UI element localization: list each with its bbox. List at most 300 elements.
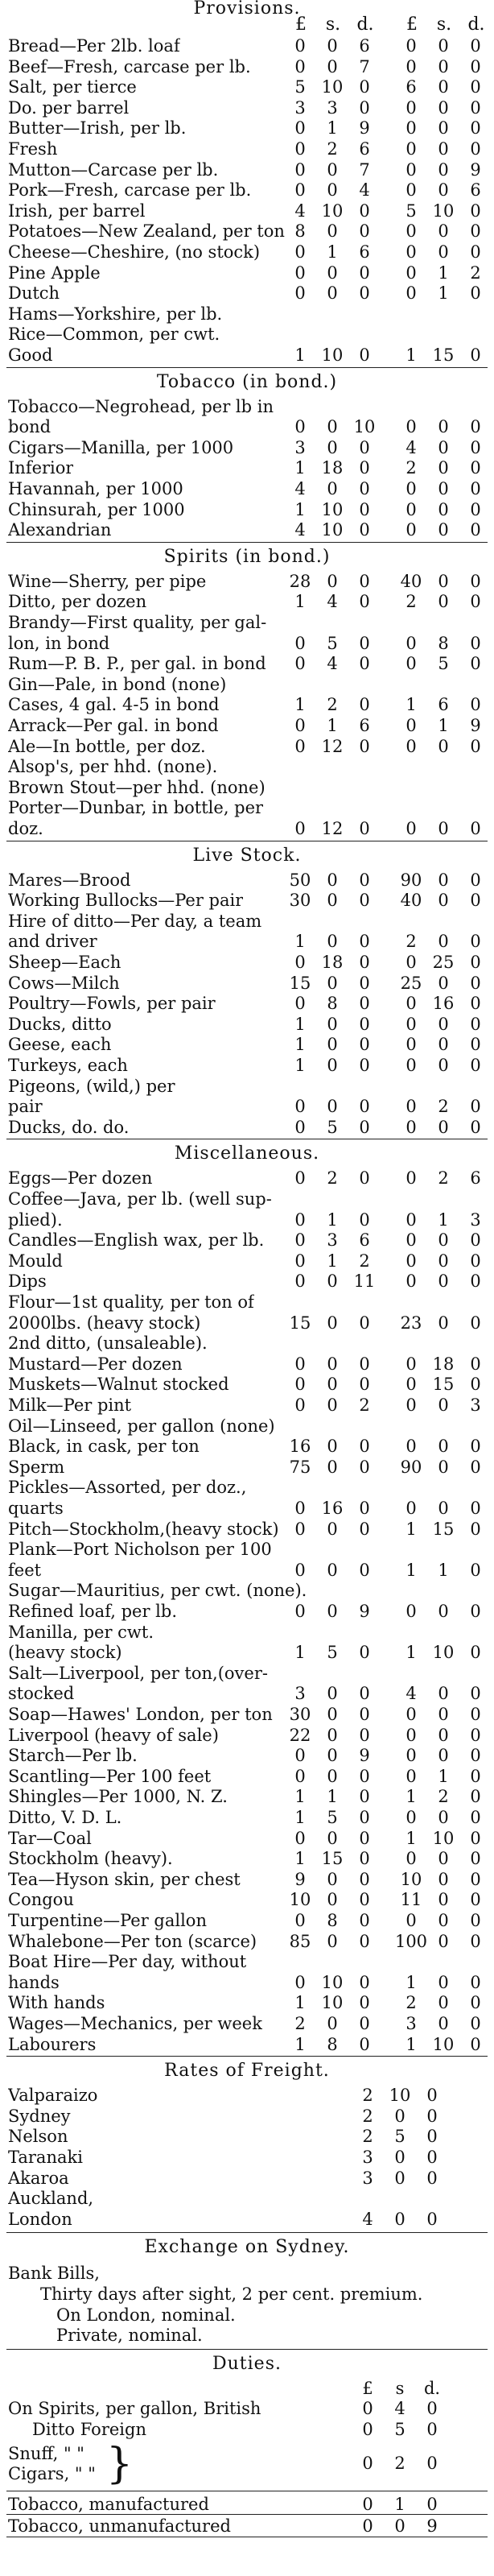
price-value: 0 [438, 1499, 449, 1518]
column-header: d. [356, 14, 374, 35]
price-value: 0 [405, 159, 417, 180]
price-value: 0 [470, 77, 481, 97]
price-value: 0 [470, 520, 481, 540]
price-value: 23 [400, 1313, 422, 1333]
price-value: 0 [359, 1056, 370, 1075]
section-title: Exchange on Sydney. [144, 2237, 350, 2258]
freight-row [0, 2147, 494, 2168]
price-value: 0 [327, 1035, 338, 1055]
price-value: 0 [294, 1375, 306, 1395]
price-value: 0 [438, 736, 449, 756]
exchange-line: On London, nominal. [56, 2305, 236, 2325]
price-value: 0 [359, 1766, 370, 1786]
row-label: feet [8, 1560, 42, 1580]
brace-icon: } [106, 2439, 134, 2488]
price-value: 0 [470, 1117, 481, 1137]
price-value: 0 [470, 283, 481, 304]
price-value: 0 [327, 1014, 338, 1034]
price-value: 0 [470, 994, 481, 1014]
price-value: 0 [470, 242, 481, 262]
row-label: Salt—Liverpool, per ton,(over- [8, 1663, 268, 1683]
row-label: Scantling—Per 100 feet [8, 1766, 212, 1786]
price-value: 0 [438, 1684, 449, 1704]
price-value: 0 [327, 891, 338, 911]
price-value: 40 [400, 571, 422, 591]
price-row [0, 221, 494, 242]
price-value: 0 [405, 1911, 417, 1930]
price-value: 0 [359, 633, 370, 653]
price-value: 2 [362, 2086, 373, 2106]
price-value: 0 [405, 1271, 417, 1292]
price-value: 0 [327, 263, 338, 283]
price-value: 1 [438, 1560, 449, 1580]
exchange-line: Thirty days after sight, 2 per cent. premium. [40, 2284, 423, 2304]
price-row [0, 1869, 494, 1890]
price-value: 0 [359, 891, 370, 911]
price-value: 4 [405, 437, 417, 457]
price-row [0, 345, 494, 366]
freight-row [0, 2209, 494, 2230]
price-row [0, 1704, 494, 1725]
price-value: 11 [353, 1271, 376, 1292]
price-row [0, 694, 494, 715]
price-value: 1 [327, 242, 338, 262]
price-value: 3 [327, 1230, 338, 1251]
row-label: Stockholm (heavy). [8, 1849, 173, 1869]
row-label: (heavy stock) [8, 1643, 122, 1663]
row-label: Sydney [8, 2106, 71, 2126]
row-label: Valparaizo [8, 2086, 98, 2106]
row-label: pair [8, 1097, 43, 1117]
price-value: 0 [405, 736, 417, 756]
price-value: 0 [426, 2420, 438, 2439]
row-label: Soap—Hawes' London, per ton [8, 1705, 273, 1724]
price-value: 7 [359, 159, 370, 180]
price-value: 0 [359, 736, 370, 756]
price-value: 0 [470, 417, 481, 437]
price-value: 0 [359, 973, 370, 993]
price-value: 1 [294, 1035, 306, 1055]
price-value: 2 [405, 932, 417, 952]
price-value: 0 [470, 1766, 481, 1786]
price-row [0, 1034, 494, 1055]
price-value: 0 [470, 1931, 481, 1951]
price-row [0, 396, 494, 417]
price-row [0, 952, 494, 973]
section-title: Miscellaneous. [174, 1143, 320, 1164]
row-label: Havannah, per 1000 [8, 479, 183, 498]
column-header: £ [362, 2378, 373, 2398]
price-value: 0 [426, 2106, 438, 2126]
price-value: 0 [327, 1056, 338, 1075]
price-value: 0 [294, 819, 306, 838]
row-label: Rum—P. B. P., per gal. in bond [8, 654, 266, 674]
price-value: 4 [362, 2209, 373, 2229]
price-row [0, 870, 494, 891]
section-rule [6, 2232, 488, 2233]
price-value: 0 [405, 283, 417, 304]
price-value: 0 [327, 1725, 338, 1745]
price-value: 5 [405, 201, 417, 221]
row-label: Muskets—Walnut stocked [8, 1375, 229, 1395]
price-value: 0 [294, 736, 306, 756]
price-value: 0 [294, 1251, 306, 1271]
price-value: 0 [405, 1230, 417, 1251]
price-value: 0 [438, 592, 449, 612]
price-value: 0 [359, 932, 370, 952]
price-value: 4 [327, 654, 338, 674]
price-value: 2 [405, 1993, 417, 2013]
price-value: 0 [327, 1097, 338, 1117]
price-value: 0 [438, 1890, 449, 1910]
price-value: 0 [327, 1457, 338, 1477]
price-row [0, 499, 494, 520]
price-value: 0 [470, 1035, 481, 1055]
price-value: 85 [289, 1931, 311, 1951]
row-label: Labourers [8, 2034, 97, 2054]
freight-row [0, 2106, 494, 2127]
price-value: 12 [321, 819, 344, 838]
row-label: Whalebone—Per ton (scarce) [8, 1931, 257, 1951]
price-value: 0 [294, 118, 306, 139]
price-value: 0 [294, 159, 306, 180]
price-value: 0 [470, 36, 481, 56]
price-value: 18 [321, 458, 344, 478]
price-value: 0 [294, 417, 306, 437]
price-value: 0 [362, 2516, 373, 2537]
price-value: 0 [470, 1705, 481, 1724]
row-label: 2000lbs. (heavy stock) [8, 1313, 201, 1333]
row-label: Sperm [8, 1457, 65, 1477]
price-value: 30 [289, 891, 311, 911]
price-value: 15 [432, 345, 455, 365]
duty-row [0, 2398, 494, 2419]
price-value: 0 [438, 36, 449, 56]
price-row [0, 1992, 494, 2013]
price-value: 0 [394, 2209, 405, 2229]
price-value: 0 [426, 2086, 438, 2106]
row-label: Snuff, " " [8, 2443, 84, 2463]
price-value: 0 [470, 118, 481, 139]
price-value: 0 [327, 159, 338, 180]
price-row [0, 1014, 494, 1035]
row-label: Bread—Per 2lb. loaf [8, 36, 180, 56]
price-row [0, 1519, 494, 1540]
price-value: 0 [359, 1519, 370, 1539]
price-value: 0 [294, 283, 306, 304]
price-value: 10 [432, 1828, 455, 1848]
price-value: 0 [470, 819, 481, 838]
price-value: 0 [327, 2014, 338, 2033]
price-value: 0 [327, 1869, 338, 1889]
price-value: 0 [359, 1869, 370, 1889]
row-label: Brandy—First quality, per gal- [8, 613, 267, 632]
price-value: 0 [359, 201, 370, 221]
price-value: 0 [438, 1313, 449, 1333]
row-label: Wages—Mechanics, per week [8, 2014, 262, 2033]
price-value: 0 [359, 1890, 370, 1910]
price-row [0, 736, 494, 757]
price-value: 1 [405, 1787, 417, 1807]
price-row [0, 1931, 494, 1952]
price-value: 0 [438, 973, 449, 993]
row-label: Chinsurah, per 1000 [8, 499, 185, 519]
price-value: 6 [359, 139, 370, 159]
price-value: 6 [470, 1168, 481, 1189]
price-value: 5 [327, 1808, 338, 1827]
price-value: 0 [359, 1560, 370, 1580]
price-value: 0 [327, 1766, 338, 1786]
price-value: 2 [438, 1168, 449, 1189]
price-row [0, 2013, 494, 2034]
section-title: Rates of Freight. [164, 2061, 330, 2082]
price-value: 0 [438, 1056, 449, 1075]
row-label: Shingles—Per 1000, N. Z. [8, 1787, 228, 1807]
price-row [0, 890, 494, 911]
price-value: 0 [359, 695, 370, 715]
row-label: Nelson [8, 2127, 68, 2147]
price-value: 2 [470, 263, 481, 283]
price-value: 0 [294, 994, 306, 1014]
price-value: 0 [405, 520, 417, 540]
price-value: 6 [359, 242, 370, 262]
price-value: 0 [470, 1725, 481, 1745]
price-value: 10 [432, 1643, 455, 1663]
price-value: 0 [294, 1746, 306, 1766]
price-value: 0 [294, 1117, 306, 1137]
row-label: Ditto, per dozen [8, 592, 147, 612]
price-value: 1 [438, 263, 449, 283]
price-value: 4 [394, 2399, 405, 2419]
price-value: 0 [294, 1097, 306, 1117]
price-value: 0 [470, 1375, 481, 1395]
price-value: 11 [400, 1890, 422, 1910]
price-value: 1 [294, 1808, 306, 1827]
price-value: 0 [426, 2399, 438, 2419]
row-label: Tobacco—Negrohead, per lb in [8, 396, 274, 416]
price-value: 1 [327, 118, 338, 139]
price-row [0, 76, 494, 97]
freight-row [0, 2168, 494, 2189]
row-label: stocked [8, 1684, 75, 1704]
price-value: 15 [432, 1519, 455, 1539]
section-title: Live Stock. [192, 845, 302, 866]
price-row [0, 674, 494, 695]
price-row [0, 1848, 494, 1869]
price-value: 0 [470, 654, 481, 674]
price-value: 0 [438, 1271, 449, 1292]
price-value: 0 [470, 1457, 481, 1477]
price-value: 9 [359, 1602, 370, 1621]
price-value: 0 [405, 1375, 417, 1395]
price-value: 6 [359, 716, 370, 735]
price-value: 0 [327, 36, 338, 56]
price-value: 0 [470, 571, 481, 591]
row-label: Irish, per barrel [8, 201, 146, 221]
price-value: 6 [438, 695, 449, 715]
price-value: 0 [438, 1993, 449, 2013]
price-value: 0 [359, 1375, 370, 1395]
price-row [0, 1271, 494, 1292]
price-value: 90 [400, 1457, 422, 1477]
price-value: 0 [470, 56, 481, 76]
price-value: 0 [294, 139, 306, 159]
price-row [0, 304, 494, 325]
column-header: d. [423, 2378, 441, 2398]
price-value: 0 [405, 1499, 417, 1518]
row-label: Fresh [8, 139, 58, 159]
price-value: 10 [353, 417, 376, 437]
price-value: 0 [470, 1643, 481, 1663]
price-value: 0 [405, 221, 417, 242]
price-row [0, 797, 494, 818]
price-value: 0 [359, 1828, 370, 1848]
price-value: 0 [470, 1437, 481, 1457]
row-label: Coffee—Java, per lb. (well sup- [8, 1189, 272, 1209]
price-value: 0 [405, 1725, 417, 1745]
row-label: Mould [8, 1251, 63, 1271]
price-value: 0 [327, 870, 338, 890]
price-value: 0 [426, 2168, 438, 2188]
row-label: Manilla, per cwt. [8, 1622, 154, 1642]
price-value: 0 [405, 1849, 417, 1869]
price-value: 0 [405, 1437, 417, 1457]
price-value: 0 [438, 417, 449, 437]
price-value: 0 [405, 417, 417, 437]
price-value: 1 [405, 1828, 417, 1848]
price-value: 0 [470, 1869, 481, 1889]
price-value: 0 [405, 1035, 417, 1055]
price-value: 0 [294, 1230, 306, 1251]
price-value: 0 [438, 458, 449, 478]
price-value: 0 [394, 2106, 405, 2126]
price-row [0, 1683, 494, 1704]
price-row [0, 97, 494, 118]
price-value: 0 [359, 1035, 370, 1055]
price-value: 4 [405, 1684, 417, 1704]
price-value: 10 [389, 2086, 411, 2106]
price-value: 10 [321, 499, 344, 519]
price-value: 0 [438, 56, 449, 76]
row-label: Flour—1st quality, per ton of [8, 1292, 254, 1312]
price-value: 10 [432, 201, 455, 221]
price-value: 0 [470, 1230, 481, 1251]
price-value: 0 [438, 437, 449, 457]
price-value: 2 [327, 139, 338, 159]
price-value: 0 [405, 1705, 417, 1724]
price-value: 0 [327, 56, 338, 76]
price-value: 16 [289, 1437, 311, 1457]
price-value: 0 [359, 97, 370, 118]
price-value: 0 [327, 437, 338, 457]
price-value: 0 [359, 77, 370, 97]
row-label: Mutton—Carcase per lb. [8, 159, 219, 180]
price-value: 0 [359, 1684, 370, 1704]
price-value: 0 [470, 221, 481, 242]
section-title: Provisions. [193, 0, 301, 19]
price-value: 5 [327, 1117, 338, 1137]
price-value: 1 [327, 1209, 338, 1230]
price-value: 0 [470, 1354, 481, 1374]
price-value: 0 [359, 1705, 370, 1724]
row-label: Auckland, [8, 2189, 94, 2209]
price-row [0, 1168, 494, 1189]
price-value: 0 [470, 437, 481, 457]
price-value: 0 [405, 716, 417, 735]
price-value: 0 [470, 1056, 481, 1075]
row-label: Akaroa [8, 2168, 69, 2188]
price-row [0, 1601, 494, 1622]
price-value: 0 [359, 1499, 370, 1518]
price-value: 0 [438, 479, 449, 498]
row-label: hands [8, 1972, 60, 1992]
price-value: 0 [470, 736, 481, 756]
row-label: plied). [8, 1209, 63, 1230]
price-value: 0 [438, 1972, 449, 1992]
price-value: 1 [294, 1849, 306, 1869]
price-value: 0 [359, 1209, 370, 1230]
price-row [0, 1189, 494, 1209]
row-label: Pitch—Stockholm,(heavy stock) [8, 1519, 279, 1539]
price-value: 1 [294, 1014, 306, 1034]
column-header: £ [295, 14, 307, 35]
row-label: Hams—Yorkshire, per lb. [8, 304, 223, 324]
price-row [0, 1395, 494, 1416]
price-row [0, 201, 494, 221]
duty-row [0, 2494, 494, 2515]
price-row [0, 263, 494, 283]
row-label: Cigars, " " [8, 2464, 96, 2484]
price-value: 0 [359, 654, 370, 674]
price-row [0, 756, 494, 777]
row-label: Cheese—Cheshire, (no stock) [8, 242, 261, 262]
price-value: 0 [470, 1993, 481, 2013]
price-row [0, 416, 494, 437]
price-value: 0 [438, 1396, 449, 1415]
price-value: 0 [405, 1746, 417, 1766]
price-value: 0 [405, 1117, 417, 1137]
price-value: 0 [294, 1972, 306, 1992]
row-label: quarts [8, 1499, 64, 1518]
price-value: 0 [359, 1972, 370, 1992]
price-value: 8 [294, 221, 306, 242]
price-row [0, 139, 494, 159]
price-value: 8 [327, 994, 338, 1014]
price-row [0, 1580, 494, 1601]
price-value: 0 [405, 819, 417, 838]
price-value: 16 [432, 994, 455, 1014]
price-value: 0 [470, 1911, 481, 1930]
price-value: 0 [359, 458, 370, 478]
price-row [0, 1498, 494, 1519]
price-value: 1 [294, 695, 306, 715]
row-label: Mustard—Per dozen [8, 1354, 183, 1374]
row-label: Butter—Irish, per lb. [8, 118, 187, 139]
price-value: 0 [438, 520, 449, 540]
price-value: 10 [321, 520, 344, 540]
price-row [0, 993, 494, 1014]
price-value: 0 [394, 2148, 405, 2167]
price-value: 0 [405, 56, 417, 76]
price-value: 1 [294, 592, 306, 612]
price-value: 0 [470, 479, 481, 498]
price-value: 1 [294, 932, 306, 952]
section-rule [6, 2514, 488, 2515]
price-value: 0 [470, 973, 481, 993]
price-value: 16 [321, 1499, 344, 1518]
price-value: 8 [327, 1911, 338, 1930]
price-value: 0 [405, 97, 417, 118]
